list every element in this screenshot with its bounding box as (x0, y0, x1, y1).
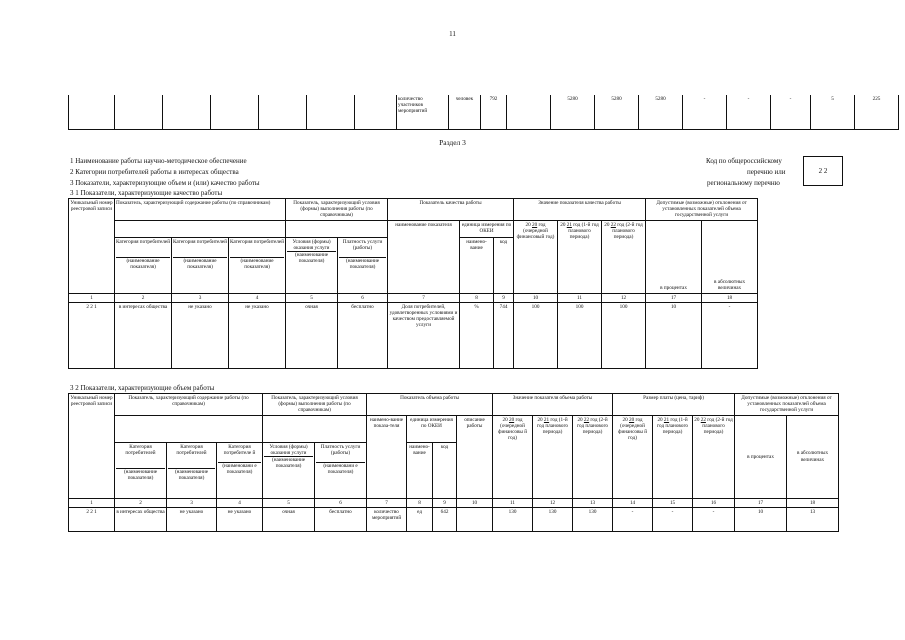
volume-title: 3 2 Показатели, характеризующие объем работы (70, 384, 215, 392)
v-cat1 (115, 442, 167, 498)
q-cond2 (338, 237, 388, 293)
v-h-fee3 (693, 415, 735, 498)
q-cat1-sub: (наименование показателя) (116, 257, 170, 270)
q-h-unit-code: код (494, 237, 514, 293)
q-num-4: 4 (229, 293, 286, 302)
volume-table (68, 393, 839, 532)
v-y2-post: год (1-й год планового периода) (537, 416, 569, 436)
q-num-3: 3 (172, 293, 229, 302)
v-row-c7: количество мероприятий (367, 507, 407, 531)
v-cat2 (167, 442, 217, 498)
v-num-4: 4 (217, 498, 263, 507)
v-y1-pre: 20 (502, 416, 508, 423)
info-line-1: 1 Наименование работы научно-методическое обеспечение (70, 157, 247, 165)
top-dev-pct: 5 (811, 95, 855, 129)
quality-table (68, 198, 758, 369)
v-num-15: 15 (653, 498, 693, 507)
v-row-c5: очная (263, 507, 315, 531)
v-num-13: 13 (573, 498, 613, 507)
q-y3-post: год (2-й год планового периода) (612, 221, 643, 241)
q-h-year3 (602, 220, 646, 293)
q-num-18: 18 (702, 293, 758, 302)
top-v2: 5280 (595, 95, 639, 129)
q-row-c9: 744 (494, 302, 514, 368)
v-h-year2 (533, 415, 573, 498)
q-h-unique: Уникальный номер реестровой записи (69, 199, 115, 294)
q-num-9: 9 (494, 293, 514, 302)
v-num-1: 1 (69, 498, 115, 507)
q-cond2-label: Платность услуги (работы) (342, 238, 383, 251)
v-cond1 (263, 442, 315, 498)
top-v1: 5280 (551, 95, 595, 129)
v-num-7: 7 (367, 498, 407, 507)
v-h-abs: в абсолютных величинах (787, 415, 839, 498)
v-h-unit: единица измерения по ОКЕИ (407, 415, 457, 442)
v-row-c16: - (693, 507, 735, 531)
v-cond2-sub: (наименовани е показателя) (316, 462, 365, 475)
q-y2-pre: 20 (560, 221, 566, 228)
v-cat1-sub: (наименование показателя) (116, 468, 165, 481)
v-y1-post: год (очередной финансовы й год) (498, 416, 527, 442)
q-cond1-sub: (наименование показателя) (287, 251, 336, 264)
q-row-c2: в интересах общества (115, 302, 172, 368)
v-h-fee2 (653, 415, 693, 498)
q-num-6: 6 (338, 293, 388, 302)
v-row-c4: не указано (217, 507, 263, 531)
q-row-c5: очная (286, 302, 338, 368)
q-h-conditions: Показатель, характеризующий условия (формы) выполнения работы (по справочникам) (286, 199, 388, 221)
q-cat3-label: Категория потребителей (230, 238, 284, 245)
q-y1-post: год (очередной финансовый год) (516, 221, 555, 241)
q-cat3 (229, 237, 286, 293)
v-row-c17: 10 (735, 507, 787, 531)
q-h-unit: единица измерения по ОКЕИ (460, 220, 514, 237)
v-f3: 22 (700, 416, 706, 423)
v-y3-post: год (2-й год планового периода) (577, 416, 609, 436)
v-num-11: 11 (493, 498, 533, 507)
v-cat1-label: Категория потребителей (125, 443, 156, 456)
v-h-volume: Показатель объема работы (367, 394, 493, 416)
q-row-c7: Доля потребителей, удовлетворенных условиями и качеством предоставляемой услуги (388, 302, 460, 368)
v-f1-post: год (очередной финансовы й год) (618, 416, 647, 442)
v-num-2: 2 (115, 498, 167, 507)
v-f2-pre: 20 (657, 416, 663, 423)
q-row-c12: 100 (602, 302, 646, 368)
code-box (803, 156, 843, 186)
q-row-c17: 10 (646, 302, 702, 368)
q-h-year1 (514, 220, 558, 293)
v-num-6: 6 (315, 498, 367, 507)
v-row-c14: - (613, 507, 653, 531)
q-y3-pre: 20 (604, 221, 610, 228)
v-row-c9: 642 (433, 507, 457, 531)
q-y2-post: год (1-й год планового периода) (568, 221, 599, 241)
v-y1: 20 (508, 416, 515, 423)
code-label-3: региональному перечню (707, 179, 780, 187)
v-row-id: 2 2 1 (69, 507, 115, 531)
top-d2: - (727, 95, 771, 129)
v-h-fee1 (613, 415, 653, 498)
v-num-12: 12 (533, 498, 573, 507)
v-cat3-sub: (наименовани е показателя) (218, 462, 261, 475)
v-cond2 (315, 442, 367, 498)
q-num-10: 10 (514, 293, 558, 302)
q-row-c4: не указано (229, 302, 286, 368)
v-y2: 21 (543, 416, 550, 423)
page-number: 11 (449, 30, 456, 38)
v-h-unit-code: код (433, 442, 457, 498)
top-d1: - (683, 95, 727, 129)
continuation-table (68, 95, 899, 130)
q-num-5: 5 (286, 293, 338, 302)
top-indicator: количество участников мероприятий (397, 95, 449, 129)
v-f3-pre: 20 (694, 416, 700, 423)
top-dev-abs: 225 (855, 95, 899, 129)
v-h-year3 (573, 415, 613, 498)
v-f2-post: год (1-й год планового периода) (657, 416, 689, 436)
q-y1-pre: 20 (525, 221, 531, 228)
v-num-18: 18 (787, 498, 839, 507)
v-h-name: наимено-вание показа-теля (367, 415, 407, 498)
v-cat3 (217, 442, 263, 498)
v-h-conditions: Показатель, характеризующий условия (формы) выполнения работы (по справочникам) (263, 394, 367, 416)
q-num-12: 12 (602, 293, 646, 302)
top-d3: - (771, 95, 811, 129)
q-y3: 22 (610, 221, 616, 228)
q-cat1-label: Категория потребителей (116, 238, 170, 245)
info-line-2: 2 Категории потребителей работы в интересах общества (70, 168, 239, 176)
v-y3-pre: 20 (577, 416, 583, 423)
q-cond1-label: Условия (формы) оказания услуги (292, 238, 331, 251)
q-num-8: 8 (460, 293, 494, 302)
v-cond1-label: Условия (формы) оказания услуги (269, 443, 308, 456)
q-y1: 20 (531, 221, 538, 228)
q-row-c11: 100 (558, 302, 602, 368)
q-cat1 (115, 237, 172, 293)
v-row-c18: 13 (787, 507, 839, 531)
v-row-c6: бесплатно (315, 507, 367, 531)
q-num-7: 7 (388, 293, 460, 302)
v-h-unit-name: наимено-вание (407, 442, 433, 498)
v-num-16: 16 (693, 498, 735, 507)
q-row-c18: - (702, 302, 758, 368)
top-unit: человек (449, 95, 481, 129)
v-num-9: 9 (433, 498, 457, 507)
q-h-year2 (558, 220, 602, 293)
v-f1-pre: 20 (622, 416, 628, 423)
v-num-14: 14 (613, 498, 653, 507)
q-num-11: 11 (558, 293, 602, 302)
v-f2: 21 (663, 416, 670, 423)
v-h-desc: описание работы (457, 415, 493, 498)
v-cond1-sub: (наименование показателя) (264, 456, 313, 469)
q-h-value: Значение показателя качества работы (514, 199, 646, 221)
q-row-c6: бесплатно (338, 302, 388, 368)
v-row-c15: - (653, 507, 693, 531)
v-h-fee: Размер платы (цена, тариф) (613, 394, 735, 416)
v-y2-pre: 20 (537, 416, 543, 423)
section-title: Раздел 3 (439, 138, 466, 147)
v-cond2-label: Платность услуги (работы) (320, 443, 361, 456)
v-cat2-label: Категория потребителей (176, 443, 207, 456)
v-row-c13: 130 (573, 507, 613, 531)
v-h-allowed: Допустимые (возможные) отклонения от установленных показателей объема государственной услуги (735, 394, 839, 416)
q-cat2 (172, 237, 229, 293)
q-cat2-sub: (наименование показателя) (173, 257, 227, 270)
v-h-unique: Уникальный номер реестровой записи (69, 394, 115, 499)
v-f1: 20 (628, 416, 635, 423)
v-h-content: Показатель, характеризующий содержание работы (по справочникам) (115, 394, 263, 416)
v-h-value: Значение показателя объема работы (493, 394, 613, 416)
q-h-allowed: Допустимые (возможные) отклонения от установленных показателей объема государственной услуги (646, 199, 758, 221)
q-row-c3: не указано (172, 302, 229, 368)
v-cat2-sub: (наименование показателя) (168, 468, 215, 481)
q-cond1 (286, 237, 338, 293)
q-h-abs: в абсолютных величинах (702, 220, 758, 293)
top-code: 792 (481, 95, 507, 129)
v-y3: 22 (583, 416, 590, 423)
q-h-pct: в процентах (646, 220, 702, 293)
v-row-c3: не указано (167, 507, 217, 531)
q-row-id: 2 2 1 (69, 302, 115, 368)
top-v3: 5280 (639, 95, 683, 129)
v-row-c2: в интересах общества (115, 507, 167, 531)
v-h-pct: в процентах (735, 415, 787, 498)
q-cat2-label: Категория потребителей (173, 238, 227, 245)
v-h-year1 (493, 415, 533, 498)
v-row-c8: ед (407, 507, 433, 531)
v-num-10: 10 (457, 498, 493, 507)
q-row-c10: 100 (514, 302, 558, 368)
v-cat3-label: Категория потребителе й (223, 443, 256, 456)
q-num-17: 17 (646, 293, 702, 302)
info-line-3: 3 Показатели, характеризующие объем и (или) качество работы (70, 179, 260, 187)
code-label-2: перечню или (747, 168, 786, 176)
code-value: 2 2 (818, 167, 828, 175)
q-h-name: наименование показателя (388, 220, 460, 293)
code-label-1: Код по общероссийскому (706, 157, 782, 165)
q-num-2: 2 (115, 293, 172, 302)
q-row-c8: % (460, 302, 494, 368)
info-line-4: 3 1 Показатели, характеризующие качество работы (70, 189, 223, 197)
v-row-c12: 130 (533, 507, 573, 531)
q-h-quality: Показатель качества работы (388, 199, 514, 221)
q-h-content: Показатель, характеризующий содержание работы (по справочникам) (115, 199, 286, 221)
v-row-c10 (457, 507, 493, 531)
v-num-17: 17 (735, 498, 787, 507)
q-cond2-sub: (наименование показателя) (339, 257, 386, 270)
v-f3-post: год (2-й год планового периода) (702, 416, 733, 436)
q-cat3-sub: (наименование показателя) (230, 257, 284, 270)
v-num-3: 3 (167, 498, 217, 507)
v-row-c11: 130 (493, 507, 533, 531)
q-num-1: 1 (69, 293, 115, 302)
v-num-5: 5 (263, 498, 315, 507)
q-h-unit-name: наимено-вание (460, 237, 494, 293)
v-num-8: 8 (407, 498, 433, 507)
q-y2: 21 (566, 221, 572, 228)
